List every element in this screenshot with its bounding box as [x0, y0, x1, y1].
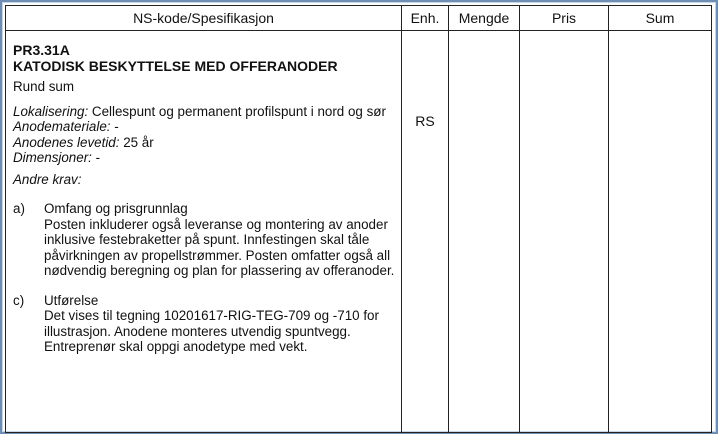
column-header-price: Pris — [520, 6, 609, 31]
item-body — [44, 293, 395, 355]
unit-cell: RS — [402, 31, 449, 433]
list-item — [13, 201, 395, 279]
field-other-requirements — [13, 172, 395, 188]
field-label: Lokalisering: — [13, 103, 89, 119]
table-row — [6, 31, 712, 433]
field-label: Dimensjoner: — [13, 150, 92, 165]
item-text: Posten inkluderer også leveranse og montering av anoder inklusive festebraketter på spunt. Innfestingen skal tåle påvirkningen av propellstrømmer. Posten omfatter også all nødvendig beregning og plan for plassering av offeranoder. — [44, 216, 395, 278]
column-header-spec: NS-kode/Spesifikasjon — [6, 6, 402, 31]
item-marker: c) — [13, 292, 25, 308]
field-value: - — [110, 119, 119, 134]
field-label: Andre krav: — [13, 171, 82, 187]
post-title: KATODISK BESKYTTELSE MED OFFERANODER — [13, 58, 338, 74]
item-marker: a) — [13, 201, 25, 216]
item-body — [44, 201, 395, 279]
item-heading: Omfang og prisgrunnlag — [44, 201, 188, 216]
price-cell — [520, 31, 609, 433]
field-value: 25 år — [119, 134, 154, 150]
post-code: PR3.31A — [13, 42, 70, 58]
table-header-row — [6, 6, 712, 31]
item-text: Det vises til tegning 10201617-RIG-TEG-709 og -710 for illustrasjon. Anodene monteres utvendig spuntvegg. Entreprenør skal oppgi anodetype med vekt. — [44, 308, 379, 354]
column-header-sum: Sum — [609, 6, 712, 31]
field-label: Anodemateriale: — [13, 119, 111, 134]
field-location — [13, 104, 395, 120]
column-header-unit: Enh. — [402, 6, 449, 31]
field-anode-lifetime — [13, 135, 395, 151]
column-header-quantity: Mengde — [449, 6, 520, 31]
spec-cell — [6, 31, 402, 433]
field-value: Cellespunt og permanent profilspunt i nord og sør — [88, 103, 386, 119]
field-dimensions — [13, 150, 395, 166]
quantity-cell — [449, 31, 520, 433]
field-anode-material — [13, 119, 395, 135]
sum-cell — [609, 31, 712, 433]
field-value: - — [91, 150, 101, 165]
field-label: Anodenes levetid: — [13, 134, 120, 150]
list-item — [13, 293, 395, 355]
item-heading: Utførelse — [44, 292, 99, 308]
post-subtitle: Rund sum — [13, 79, 75, 94]
specification-table — [5, 5, 712, 433]
